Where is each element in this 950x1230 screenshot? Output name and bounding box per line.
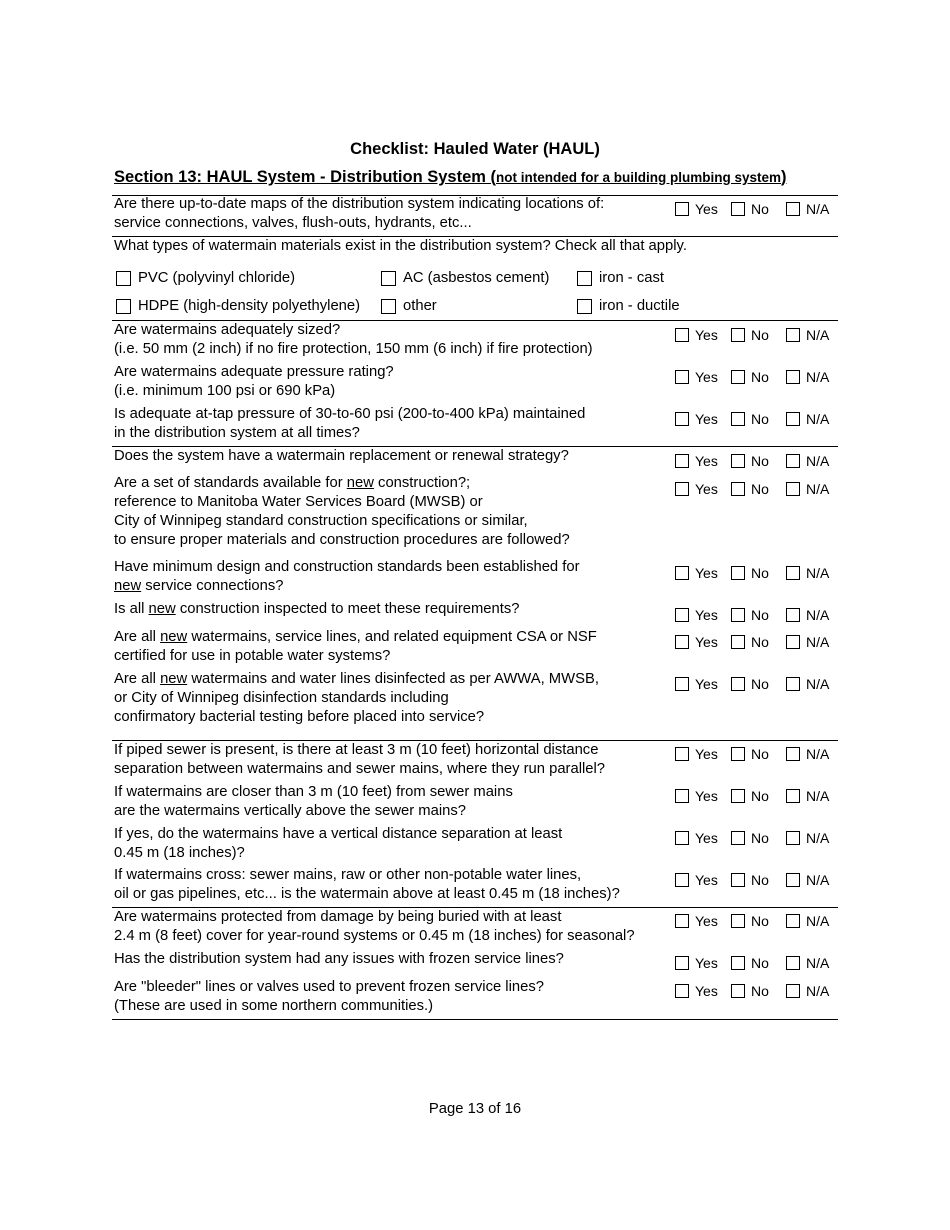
yes-checkbox[interactable] xyxy=(675,482,689,496)
material-label: iron - cast xyxy=(599,270,664,286)
answer-label: N/A xyxy=(806,788,830,804)
answer-na[interactable] xyxy=(786,607,829,623)
answer-yes[interactable] xyxy=(675,607,718,623)
divider xyxy=(112,1019,838,1020)
na-checkbox[interactable] xyxy=(786,789,800,803)
answer-na[interactable] xyxy=(786,634,829,650)
answer-no[interactable] xyxy=(731,327,769,343)
question-line: If watermains cross: sewer mains, raw or other non-potable water lines, xyxy=(114,867,582,883)
question-standards xyxy=(114,474,674,550)
answer-label: Yes xyxy=(695,676,718,692)
answer-no[interactable] xyxy=(731,369,769,385)
no-checkbox[interactable] xyxy=(731,412,745,426)
no-checkbox[interactable] xyxy=(731,914,745,928)
answer-label: N/A xyxy=(806,830,830,846)
answer-label: N/A xyxy=(806,746,830,762)
na-checkbox[interactable] xyxy=(786,747,800,761)
answer-na[interactable] xyxy=(786,913,829,929)
answer-label: N/A xyxy=(806,872,830,888)
section-title-close: ) xyxy=(781,168,787,186)
question-line: Are "bleeder" lines or valves used to prevent frozen service lines? xyxy=(114,979,544,995)
question-line: (i.e. minimum 100 psi or 690 kPa) xyxy=(114,383,336,399)
question-text: Are a set of standards available for xyxy=(114,475,347,491)
section-title-note: not intended for a building plumbing system xyxy=(496,170,782,185)
question-line: Has the distribution system had any issues with frozen service lines? xyxy=(114,951,564,967)
question-burial-depth xyxy=(114,908,674,946)
na-checkbox[interactable] xyxy=(786,454,800,468)
answer-label: Yes xyxy=(695,607,718,623)
yes-checkbox[interactable] xyxy=(675,831,689,845)
question-line: to ensure proper materials and construction procedures are followed? xyxy=(114,532,570,548)
answer-label: No xyxy=(751,872,769,888)
other-checkbox[interactable] xyxy=(381,299,396,314)
no-checkbox[interactable] xyxy=(731,873,745,887)
material-other[interactable] xyxy=(381,298,437,314)
answer-label: No xyxy=(751,201,769,217)
answer-na[interactable] xyxy=(786,411,829,427)
question-renewal-strategy xyxy=(114,447,674,466)
answer-label: No xyxy=(751,453,769,469)
answer-no[interactable] xyxy=(731,201,769,217)
question-text: service connections? xyxy=(141,578,284,594)
question-materials: What types of watermain materials exist in the distribution system? Check all that apply. xyxy=(114,238,687,254)
question-line: If yes, do the watermains have a vertical distance separation at least xyxy=(114,826,563,842)
yes-checkbox[interactable] xyxy=(675,747,689,761)
question-line: If watermains are closer than 3 m (10 feet) from sewer mains xyxy=(114,784,513,800)
answer-na[interactable] xyxy=(786,788,829,804)
answer-yes[interactable] xyxy=(675,955,718,971)
question-line: in the distribution system at all times? xyxy=(114,425,360,441)
material-iron-cast[interactable] xyxy=(577,270,664,286)
answer-label: No xyxy=(751,327,769,343)
answer-no[interactable] xyxy=(731,453,769,469)
yes-checkbox[interactable] xyxy=(675,370,689,384)
question-text: Are all xyxy=(114,629,161,645)
answer-label: N/A xyxy=(806,913,830,929)
document-title: Checklist: Hauled Water (HAUL) xyxy=(350,140,600,158)
material-label: PVC (polyvinyl chloride) xyxy=(138,270,296,286)
question-line: Are watermains adequately sized? xyxy=(114,322,341,338)
na-checkbox[interactable] xyxy=(786,482,800,496)
answer-label: Yes xyxy=(695,913,718,929)
answer-label: N/A xyxy=(806,634,830,650)
question-text: watermains, service lines, and related equipment CSA or NSF xyxy=(187,629,597,645)
question-text: construction?; xyxy=(373,475,471,491)
na-checkbox[interactable] xyxy=(786,873,800,887)
answer-label: No xyxy=(751,788,769,804)
material-ac[interactable] xyxy=(381,270,549,286)
answer-label: No xyxy=(751,634,769,650)
answer-na[interactable] xyxy=(786,830,829,846)
question-line: If piped sewer is present, is there at least 3 m (10 feet) horizontal distance xyxy=(114,742,599,758)
answer-label: Yes xyxy=(695,830,718,846)
answer-yes[interactable] xyxy=(675,746,718,762)
answer-label: No xyxy=(751,369,769,385)
question-inspection xyxy=(114,600,674,619)
question-line: (i.e. 50 mm (2 inch) if no fire protection, 150 mm (6 inch) if fire protection) xyxy=(114,341,593,357)
answer-yes[interactable] xyxy=(675,369,718,385)
answer-label: No xyxy=(751,676,769,692)
na-checkbox[interactable] xyxy=(786,677,800,691)
material-hdpe[interactable] xyxy=(116,298,360,314)
answer-yes[interactable] xyxy=(675,565,718,581)
no-checkbox[interactable] xyxy=(731,202,745,216)
question-line xyxy=(114,670,674,689)
question-line: Are there up-to-date maps of the distribution system indicating locations of: xyxy=(114,196,605,212)
answer-yes[interactable] xyxy=(675,411,718,427)
yes-checkbox[interactable] xyxy=(675,789,689,803)
question-emphasis: new xyxy=(160,629,188,645)
answer-label: N/A xyxy=(806,453,830,469)
answer-label: Yes xyxy=(695,411,718,427)
answer-no[interactable] xyxy=(731,411,769,427)
yes-checkbox[interactable] xyxy=(675,608,689,622)
question-line: are the watermains vertically above the sewer mains? xyxy=(114,803,466,819)
question-line: Have minimum design and construction standards been established for xyxy=(114,559,580,575)
question-design-standards xyxy=(114,558,674,596)
material-label: other xyxy=(403,298,437,314)
answer-na[interactable] xyxy=(786,676,829,692)
answer-label: No xyxy=(751,746,769,762)
answer-yes[interactable] xyxy=(675,634,718,650)
question-maps xyxy=(114,195,674,233)
answer-label: No xyxy=(751,411,769,427)
answer-label: No xyxy=(751,830,769,846)
na-checkbox[interactable] xyxy=(786,202,800,216)
question-crossings xyxy=(114,866,674,904)
question-line xyxy=(114,600,674,619)
answer-label: Yes xyxy=(695,481,718,497)
answer-yes[interactable] xyxy=(675,983,718,999)
yes-checkbox[interactable] xyxy=(675,956,689,970)
no-checkbox[interactable] xyxy=(731,677,745,691)
answer-label: No xyxy=(751,983,769,999)
no-checkbox[interactable] xyxy=(731,831,745,845)
answer-label: Yes xyxy=(695,327,718,343)
answer-yes[interactable] xyxy=(675,201,718,217)
answer-label: Yes xyxy=(695,634,718,650)
answer-label: No xyxy=(751,955,769,971)
answer-label: Yes xyxy=(695,746,718,762)
answer-label: No xyxy=(751,913,769,929)
material-label: AC (asbestos cement) xyxy=(403,270,550,286)
answer-no[interactable] xyxy=(731,565,769,581)
question-line: Are watermains protected from damage by being buried with at least xyxy=(114,909,562,925)
answer-na[interactable] xyxy=(786,327,829,343)
answer-no[interactable] xyxy=(731,913,769,929)
answer-yes[interactable] xyxy=(675,676,718,692)
answer-no[interactable] xyxy=(731,955,769,971)
answer-no[interactable] xyxy=(731,481,769,497)
no-checkbox[interactable] xyxy=(731,454,745,468)
answer-no[interactable] xyxy=(731,676,769,692)
section-title xyxy=(114,168,838,187)
section-title-main: Section 13: HAUL System - Distribution System ( xyxy=(114,168,497,186)
answer-label: Yes xyxy=(695,201,718,217)
question-line: 0.45 m (18 inches)? xyxy=(114,845,245,861)
no-checkbox[interactable] xyxy=(731,635,745,649)
question-line: oil or gas pipelines, etc... is the watermain above at least 0.45 m (18 inches)? xyxy=(114,886,620,902)
answer-label: Yes xyxy=(695,788,718,804)
answer-label: Yes xyxy=(695,872,718,888)
answer-na[interactable] xyxy=(786,481,829,497)
question-line: Does the system have a watermain replacement or renewal strategy? xyxy=(114,448,569,464)
answer-no[interactable] xyxy=(731,788,769,804)
question-bleeder-lines xyxy=(114,978,674,1016)
answer-label: N/A xyxy=(806,411,830,427)
no-checkbox[interactable] xyxy=(731,747,745,761)
yes-checkbox[interactable] xyxy=(675,202,689,216)
question-frozen-lines xyxy=(114,950,674,969)
answer-na[interactable] xyxy=(786,872,829,888)
answer-no[interactable] xyxy=(731,983,769,999)
answer-label: No xyxy=(751,607,769,623)
question-emphasis: new xyxy=(160,671,188,687)
question-text: Is all xyxy=(114,601,149,617)
question-at-tap-pressure xyxy=(114,405,674,443)
question-line: confirmatory bacterial testing before placed into service? xyxy=(114,709,485,725)
yes-checkbox[interactable] xyxy=(675,677,689,691)
question-line: separation between watermains and sewer mains, where they run parallel? xyxy=(114,761,606,777)
na-checkbox[interactable] xyxy=(786,914,800,928)
question-vertical-separation xyxy=(114,825,674,863)
answer-label: N/A xyxy=(806,565,830,581)
question-emphasis: new xyxy=(148,601,176,617)
question-sizing xyxy=(114,321,674,359)
answer-na[interactable] xyxy=(786,201,829,217)
question-emphasis: new xyxy=(114,578,142,594)
question-emphasis: new xyxy=(346,475,374,491)
answer-label: Yes xyxy=(695,565,718,581)
material-label: iron - ductile xyxy=(599,298,680,314)
question-disinfection xyxy=(114,670,674,727)
yes-checkbox[interactable] xyxy=(675,412,689,426)
answer-label: N/A xyxy=(806,369,830,385)
answer-label: Yes xyxy=(695,453,718,469)
ac-checkbox[interactable] xyxy=(381,271,396,286)
na-checkbox[interactable] xyxy=(786,412,800,426)
question-line: reference to Manitoba Water Services Board (MWSB) or xyxy=(114,494,483,510)
question-line: Is adequate at-tap pressure of 30-to-60 psi (200-to-400 kPa) maintained xyxy=(114,406,586,422)
question-text: watermains and water lines disinfected as per AWWA, MWSB, xyxy=(187,671,599,687)
hdpe-checkbox[interactable] xyxy=(116,299,131,314)
answer-label: Yes xyxy=(695,983,718,999)
answer-label: N/A xyxy=(806,327,830,343)
question-line: City of Winnipeg standard construction specifications or similar, xyxy=(114,513,528,529)
na-checkbox[interactable] xyxy=(786,956,800,970)
question-line: (These are used in some northern communities.) xyxy=(114,998,434,1014)
answer-label: N/A xyxy=(806,955,830,971)
answer-label: No xyxy=(751,565,769,581)
na-checkbox[interactable] xyxy=(786,635,800,649)
answer-label: N/A xyxy=(806,481,830,497)
na-checkbox[interactable] xyxy=(786,984,800,998)
question-line: Are watermains adequate pressure rating? xyxy=(114,364,394,380)
na-checkbox[interactable] xyxy=(786,831,800,845)
yes-checkbox[interactable] xyxy=(675,454,689,468)
yes-checkbox[interactable] xyxy=(675,914,689,928)
no-checkbox[interactable] xyxy=(731,370,745,384)
question-vertical-position xyxy=(114,783,674,821)
answer-label: No xyxy=(751,481,769,497)
answer-yes[interactable] xyxy=(675,788,718,804)
material-label: HDPE (high-density polyethylene) xyxy=(138,298,361,314)
question-horizontal-separation xyxy=(114,741,674,779)
question-certification xyxy=(114,628,674,666)
answer-no[interactable] xyxy=(731,634,769,650)
answer-yes[interactable] xyxy=(675,872,718,888)
question-line: or City of Winnipeg disinfection standards including xyxy=(114,690,449,706)
question-line: service connections, valves, flush-outs, hydrants, etc... xyxy=(114,215,472,231)
material-iron-ductile[interactable] xyxy=(577,298,680,314)
question-pressure-rating xyxy=(114,363,674,401)
answer-yes[interactable] xyxy=(675,830,718,846)
answer-label: Yes xyxy=(695,955,718,971)
na-checkbox[interactable] xyxy=(786,370,800,384)
na-checkbox[interactable] xyxy=(786,566,800,580)
answer-na[interactable] xyxy=(786,565,829,581)
iron-ductile-checkbox[interactable] xyxy=(577,299,592,314)
answer-yes[interactable] xyxy=(675,913,718,929)
answer-label: N/A xyxy=(806,201,830,217)
question-line xyxy=(114,474,674,493)
question-line xyxy=(114,577,674,596)
yes-checkbox[interactable] xyxy=(675,984,689,998)
no-checkbox[interactable] xyxy=(731,956,745,970)
pvc-checkbox[interactable] xyxy=(116,271,131,286)
answer-na[interactable] xyxy=(786,369,829,385)
question-text: Are all xyxy=(114,671,161,687)
question-text: construction inspected to meet these requirements? xyxy=(175,601,520,617)
answer-no[interactable] xyxy=(731,872,769,888)
answer-label: Yes xyxy=(695,369,718,385)
no-checkbox[interactable] xyxy=(731,328,745,342)
answer-yes[interactable] xyxy=(675,481,718,497)
yes-checkbox[interactable] xyxy=(675,635,689,649)
iron-cast-checkbox[interactable] xyxy=(577,271,592,286)
no-checkbox[interactable] xyxy=(731,482,745,496)
answer-na[interactable] xyxy=(786,746,829,762)
answer-na[interactable] xyxy=(786,983,829,999)
yes-checkbox[interactable] xyxy=(675,328,689,342)
no-checkbox[interactable] xyxy=(731,566,745,580)
answer-no[interactable] xyxy=(731,746,769,762)
answer-label: N/A xyxy=(806,607,830,623)
answer-label: N/A xyxy=(806,983,830,999)
yes-checkbox[interactable] xyxy=(675,566,689,580)
no-checkbox[interactable] xyxy=(731,984,745,998)
yes-checkbox[interactable] xyxy=(675,873,689,887)
na-checkbox[interactable] xyxy=(786,608,800,622)
answer-yes[interactable] xyxy=(675,453,718,469)
question-line: 2.4 m (8 feet) cover for year-round systems or 0.45 m (18 inches) for seasonal? xyxy=(114,928,635,944)
no-checkbox[interactable] xyxy=(731,789,745,803)
answer-no[interactable] xyxy=(731,607,769,623)
page-number: Page 13 of 16 xyxy=(428,1101,522,1117)
material-pvc[interactable] xyxy=(116,270,295,286)
answer-na[interactable] xyxy=(786,453,829,469)
answer-na[interactable] xyxy=(786,955,829,971)
na-checkbox[interactable] xyxy=(786,328,800,342)
answer-no[interactable] xyxy=(731,830,769,846)
answer-label: N/A xyxy=(806,676,830,692)
question-line: certified for use in potable water systems? xyxy=(114,648,391,664)
answer-yes[interactable] xyxy=(675,327,718,343)
question-line xyxy=(114,628,674,647)
no-checkbox[interactable] xyxy=(731,608,745,622)
